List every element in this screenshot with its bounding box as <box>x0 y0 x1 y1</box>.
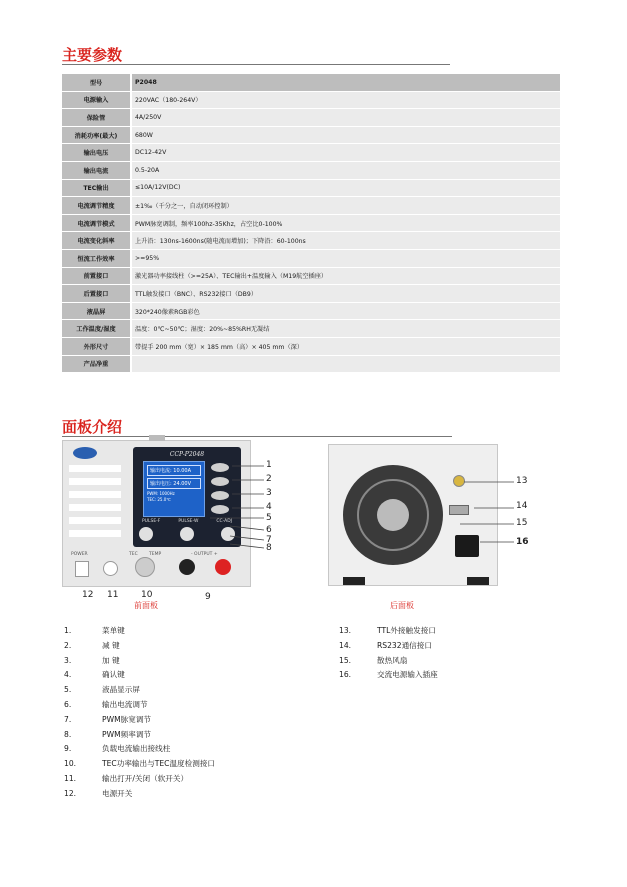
front-panel-label: 前面板 <box>134 601 158 610</box>
legend-item <box>339 624 438 639</box>
legend-number: 9. <box>64 744 72 754</box>
output-toggle-button[interactable] <box>103 561 118 576</box>
legend-number: 13. <box>339 626 352 635</box>
legend-text: 负载电流输出接线柱 <box>102 744 171 754</box>
label-output: - OUTPUT + <box>191 552 218 557</box>
pwm-width-knob[interactable] <box>180 527 194 541</box>
legend-text: TTL外接触发接口 <box>377 626 436 635</box>
spec-value: 温度：0℃~50℃；湿度：20%~85%RH无凝结 <box>131 320 560 338</box>
legend-number: 2. <box>64 640 72 650</box>
spec-row <box>62 161 560 179</box>
cooling-fan <box>343 465 443 565</box>
output-positive-terminal[interactable] <box>215 559 231 575</box>
legend-number: 5. <box>64 685 72 695</box>
specs-table <box>62 74 560 373</box>
spec-value: DC12-42V <box>131 144 560 162</box>
spec-value: ≤10A/12V(DC) <box>131 179 560 197</box>
legend-number: 6. <box>64 699 72 709</box>
spec-value: P2048 <box>131 74 560 91</box>
spec-row <box>62 126 560 144</box>
spec-row <box>62 197 560 215</box>
legend-number: 1. <box>64 626 72 635</box>
label-tec: TEC <box>129 552 138 557</box>
legend-text: 加 键 <box>102 655 120 665</box>
back-callout-lines <box>460 476 520 548</box>
spec-row <box>62 179 560 197</box>
panel-section-title: 面板介绍 <box>62 418 123 436</box>
specs-title-underline <box>62 64 450 65</box>
legend-text: 确认键 <box>102 670 125 680</box>
lcd-pwm: PWM: 1000Hz <box>147 491 175 496</box>
spec-value: 4A/250V <box>131 109 560 127</box>
spec-key: 电源输入 <box>62 91 131 109</box>
legend-item <box>339 668 438 683</box>
lcd-voltage: 输出电压: 24.00V <box>147 478 201 489</box>
legend-number: 14. <box>339 640 352 650</box>
legend-text: 输出打开/关闭（软开关） <box>102 773 189 783</box>
callout-15: 15 <box>516 518 528 528</box>
label-temp: TEMP <box>149 552 162 557</box>
brand-logo <box>73 447 97 459</box>
specs-table-body <box>62 74 560 373</box>
device-brand: CCP-P2048 <box>169 451 205 458</box>
callout-13: 13 <box>516 476 528 486</box>
legend-number: 8. <box>64 729 72 739</box>
legend-text: 减 键 <box>102 640 120 650</box>
legend-number: 3. <box>64 655 72 665</box>
legend-item <box>64 624 215 639</box>
spec-row <box>62 109 560 127</box>
spec-row <box>62 320 560 338</box>
spec-key: 电流调节模式 <box>62 214 131 232</box>
legend-text: PWM频率调节 <box>102 729 152 739</box>
legend-text: 交流电源输入插座 <box>377 670 438 680</box>
back-foot-right <box>467 577 489 585</box>
spec-row <box>62 74 560 91</box>
front-panel-legend <box>64 624 215 802</box>
specs-section-title: 主要参数 <box>62 46 123 64</box>
spec-value: 激光器功率接线柱（>=25A）、TEC输出+温度输入（M19航空插座） <box>131 267 560 285</box>
back-panel-legend <box>339 624 438 683</box>
spec-row <box>62 267 560 285</box>
spec-key: 保险管 <box>62 109 131 127</box>
spec-key: TEC输出 <box>62 179 131 197</box>
spec-row <box>62 232 560 250</box>
pwm-frequency-knob[interactable] <box>139 527 153 541</box>
top-handle <box>149 435 165 441</box>
front-vent <box>69 465 121 537</box>
spec-key: 恒流工作效率 <box>62 249 131 267</box>
spec-value: PWM脉宽调制，频率100hz-35Khz，占空比0-100% <box>131 214 560 232</box>
spec-key: 输出电流 <box>62 161 131 179</box>
legend-item <box>64 713 215 728</box>
legend-item <box>64 668 215 683</box>
spec-value: 0.5-20A <box>131 161 560 179</box>
spec-key: 后置接口 <box>62 285 131 303</box>
panel-title-underline <box>62 436 452 437</box>
spec-row <box>62 91 560 109</box>
legend-item <box>339 654 438 669</box>
legend-number: 11. <box>64 773 77 783</box>
spec-value: 320*240像素RGB彩色 <box>131 302 560 320</box>
spec-value: ±1‰（千分之一，自动闭环控制） <box>131 197 560 215</box>
spec-key: 前置接口 <box>62 267 131 285</box>
callout-9: 9 <box>205 592 211 602</box>
legend-number: 7. <box>64 714 72 724</box>
callout-14: 14 <box>516 501 528 511</box>
spec-row <box>62 144 560 162</box>
legend-number: 12. <box>64 788 77 798</box>
spec-key: 液晶屏 <box>62 302 131 320</box>
legend-number: 10. <box>64 759 77 769</box>
legend-text: PWM脉宽调节 <box>102 714 152 724</box>
spec-value: 680W <box>131 126 560 144</box>
spec-value: 带提手 200 mm（宽）× 185 mm（高）× 405 mm（深） <box>131 337 560 355</box>
spec-row <box>62 285 560 303</box>
spec-value: TTL触发接口（BNC）、RS232接口（DB9） <box>131 285 560 303</box>
legend-number: 15. <box>339 655 352 665</box>
spec-row <box>62 302 560 320</box>
callout-2: 2 <box>266 474 272 484</box>
legend-item <box>64 654 215 669</box>
legend-number: 16. <box>339 670 352 680</box>
front-callout-lines <box>200 460 270 555</box>
legend-item <box>64 639 215 654</box>
spec-key: 型号 <box>62 74 131 91</box>
legend-item <box>64 787 215 802</box>
spec-value: >=95% <box>131 249 560 267</box>
spec-row <box>62 337 560 355</box>
spec-key: 工作温度/湿度 <box>62 320 131 338</box>
spec-row <box>62 249 560 267</box>
lcd-tec: TEC: 25.0℃ <box>147 497 171 502</box>
callout-11: 11 <box>107 590 119 600</box>
legend-number: 4. <box>64 670 72 680</box>
spec-key: 电流变化斜率 <box>62 232 131 250</box>
spec-value <box>131 355 560 373</box>
callout-12: 12 <box>82 590 94 600</box>
legend-text: RS232通信接口 <box>377 640 432 650</box>
legend-item <box>64 772 215 787</box>
spec-value: 220VAC（180-264V） <box>131 91 560 109</box>
legend-item <box>64 728 215 743</box>
knob-label-pulse-f: PULSE-F <box>141 519 161 524</box>
tec-connector[interactable] <box>135 557 155 577</box>
knob-label-cc-adj: CC-ADJ <box>216 519 233 524</box>
legend-text: 菜单键 <box>102 626 125 635</box>
spec-key: 产品净重 <box>62 355 131 373</box>
legend-item <box>64 683 215 698</box>
back-foot-left <box>343 577 365 585</box>
legend-item <box>339 639 438 654</box>
callout-6: 6 <box>266 525 272 535</box>
spec-key: 消耗功率(最大) <box>62 126 131 144</box>
legend-item <box>64 742 215 757</box>
callout-4: 4 <box>266 502 272 512</box>
callout-7: 7 <box>266 535 272 545</box>
legend-text: 液晶显示屏 <box>102 685 140 695</box>
spec-row <box>62 355 560 373</box>
knob-label-pulse-w: PULSE-W <box>178 519 199 524</box>
callout-16: 16 <box>516 537 529 547</box>
legend-text: 电源开关 <box>102 788 133 798</box>
power-switch[interactable] <box>75 561 89 577</box>
spec-key: 输出电压 <box>62 144 131 162</box>
legend-item <box>64 698 215 713</box>
lcd-current: 输出电流: 10.00A <box>147 465 201 476</box>
output-negative-terminal[interactable] <box>179 559 195 575</box>
legend-item <box>64 757 215 772</box>
callout-8: 8 <box>266 543 272 553</box>
spec-value: 上升沿：130ns-1600ns(随电流而增加)；下降沿：60-100ns <box>131 232 560 250</box>
lcd-screen <box>143 461 205 517</box>
callout-5: 5 <box>266 513 272 523</box>
legend-text: TEC功率输出与TEC温度检测接口 <box>102 759 216 769</box>
back-panel-label: 后面板 <box>390 601 414 610</box>
legend-text: 输出电流调节 <box>102 699 148 709</box>
label-power: POWER <box>71 552 88 557</box>
callout-1: 1 <box>266 460 272 470</box>
callout-10: 10 <box>141 590 153 600</box>
spec-row <box>62 214 560 232</box>
spec-key: 电流调节精度 <box>62 197 131 215</box>
spec-key: 外形尺寸 <box>62 337 131 355</box>
callout-3: 3 <box>266 488 272 498</box>
legend-text: 散热风扇 <box>377 655 408 665</box>
